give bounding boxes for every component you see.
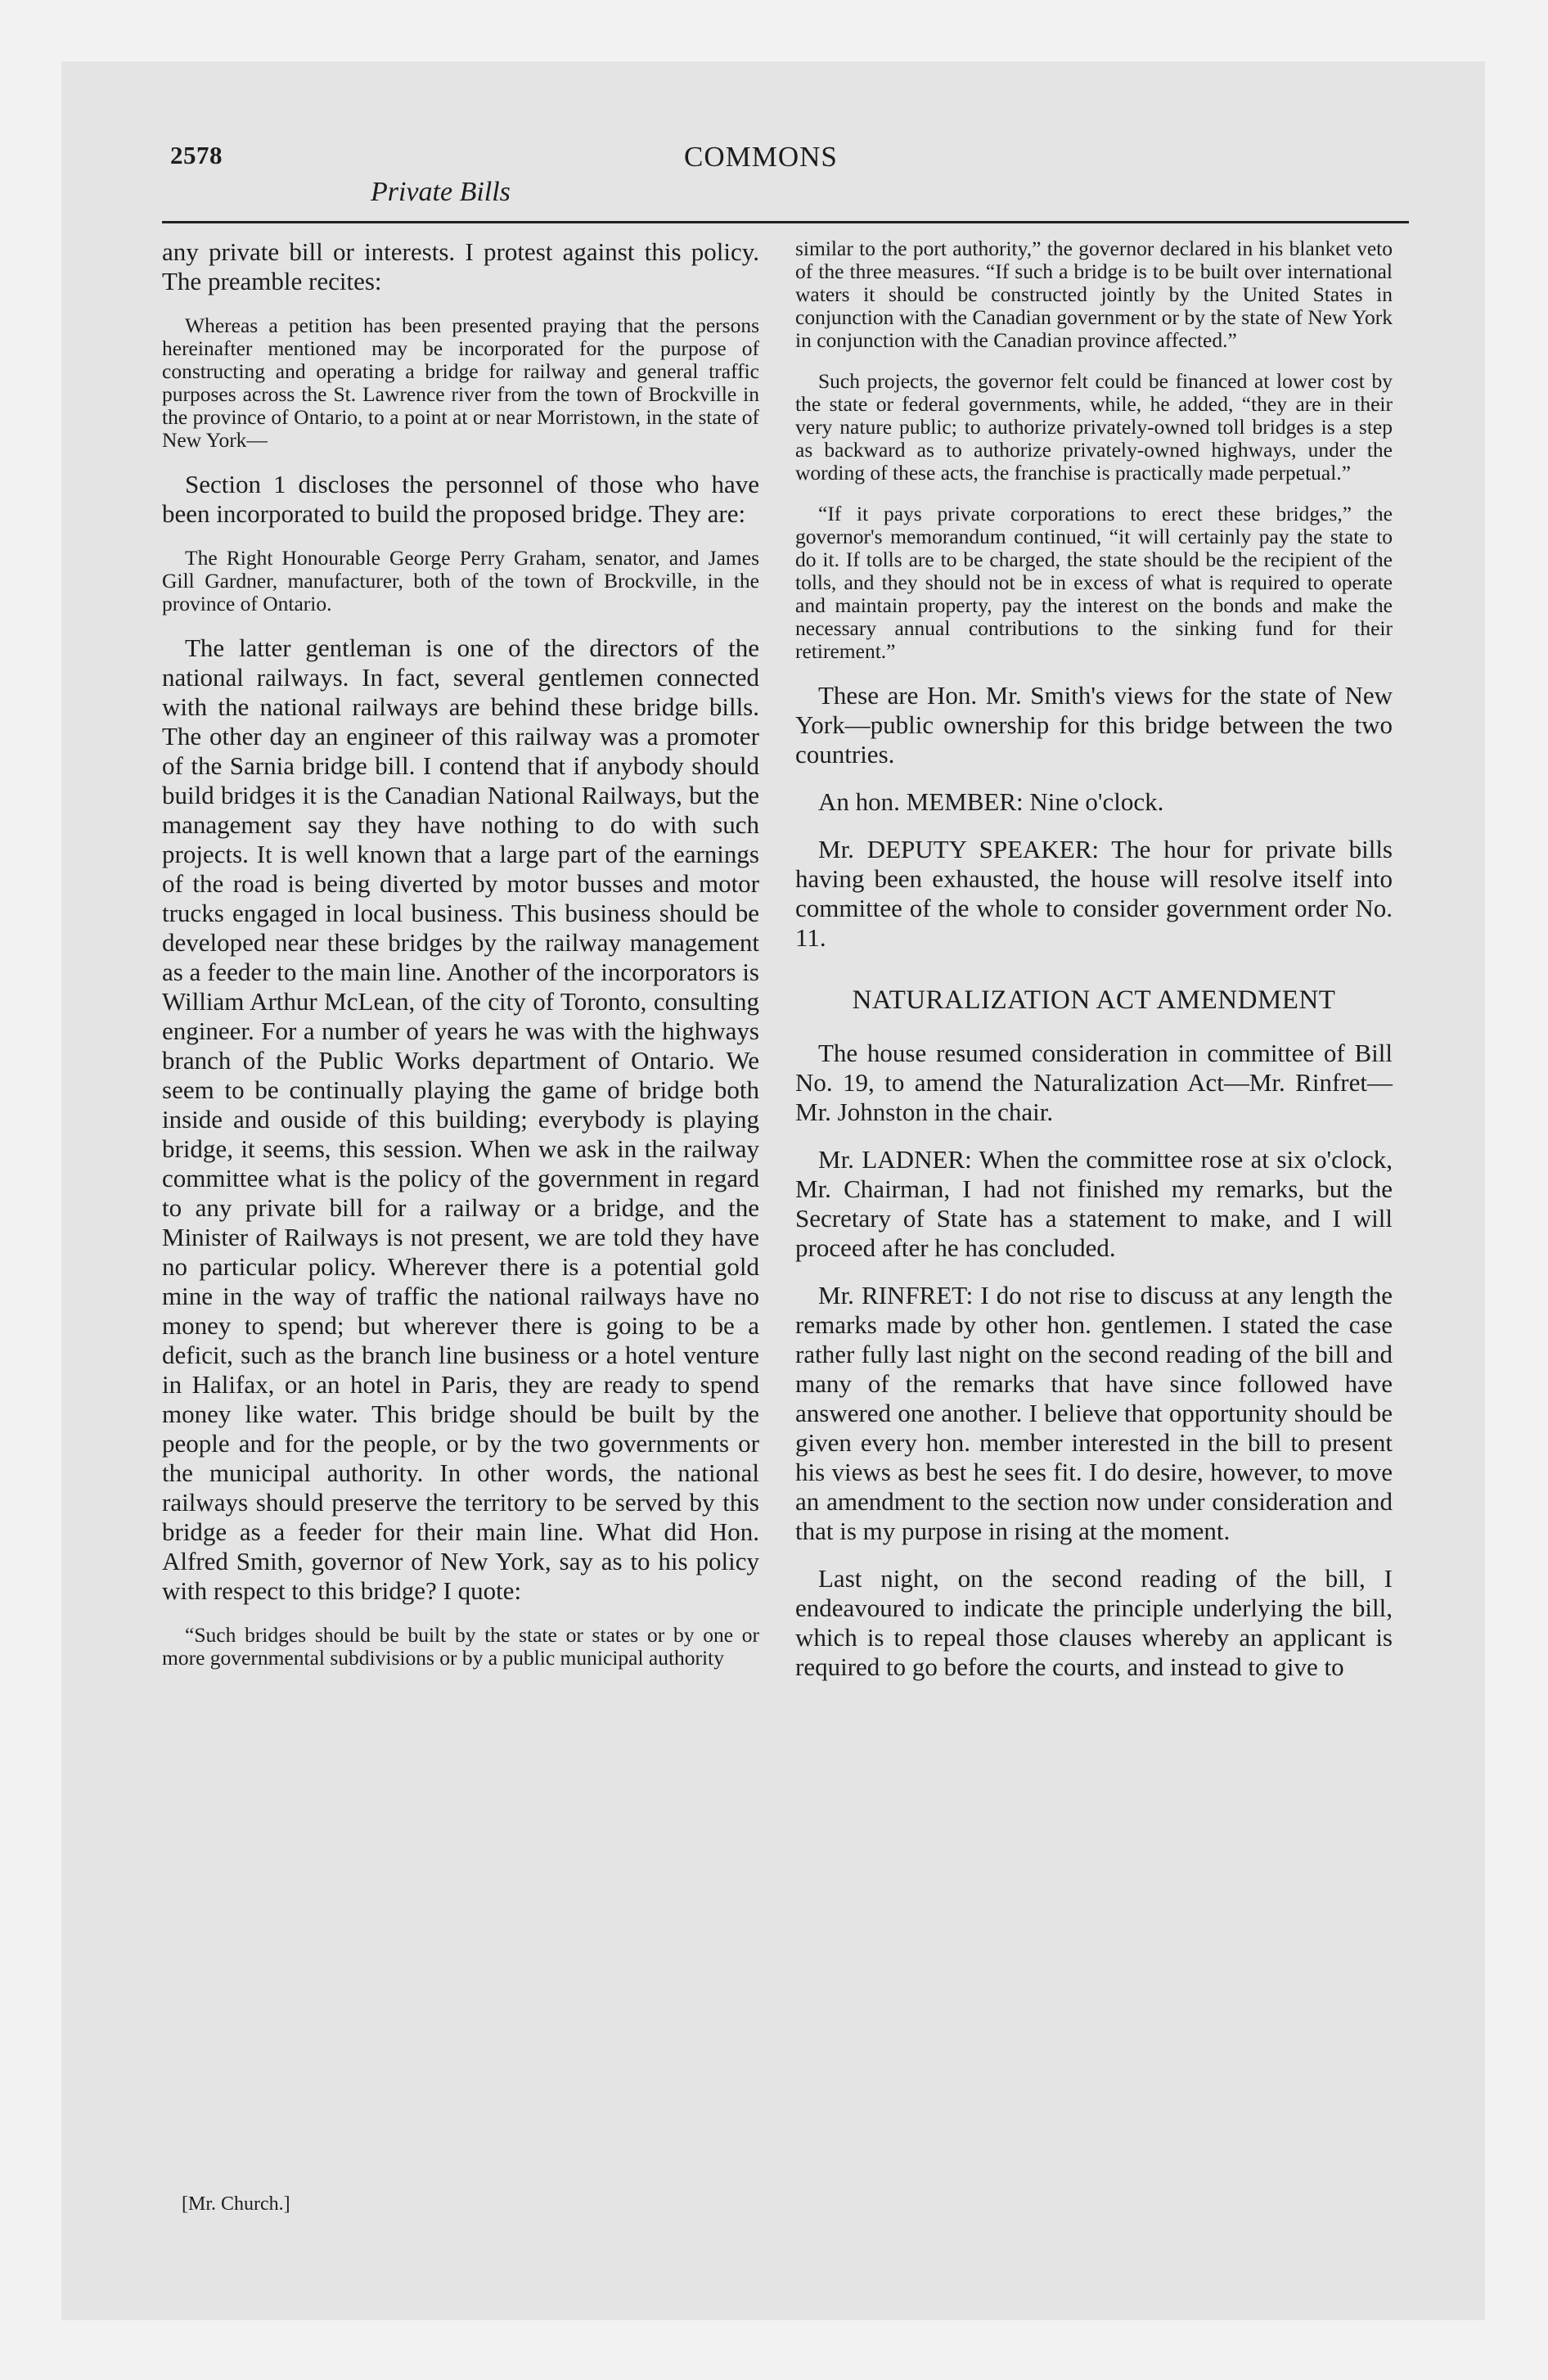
right-column bbox=[795, 237, 1393, 1700]
quotation: similar to the port authority,” the governor declared in his blanket veto of the three measures. “If such a bridge is to be built over international waters it should be constructed jointly by the United States in conjunction with the Canadian government or by the state of New York in conjunction with the Canadian province affected.” bbox=[795, 237, 1393, 352]
section-heading: NATURALIZATION ACT AMENDMENT bbox=[852, 985, 1336, 1015]
paragraph: An hon. MEMBER: Nine o'clock. bbox=[818, 787, 1164, 816]
quotation: “Such bridges should be built by the state or states or by one or more governmental subdivisions or by a public municipal authority bbox=[162, 1623, 759, 1670]
paragraph: Mr. DEPUTY SPEAKER: The hour for private bills having been exhausted, the house will resolve itself into committee of the whole to consider government order No. 11. bbox=[795, 835, 1393, 952]
quotation: Such projects, the governor felt could be financed at lower cost by the state or federal governments, while, he added, “they are in their very nature public; to authorize privately-owned toll bridges is a step as backward as to authorize privately-owned highways, under the wording of these acts, the franchise is practically made perpetual.” bbox=[795, 369, 1393, 485]
header-rule bbox=[162, 221, 1409, 223]
running-head: COMMONS bbox=[684, 141, 838, 173]
quotation: Whereas a petition has been presented praying that the persons hereinafter mentioned may be incorporated for the purpose of constructing and operating a bridge for railway and general traffic purposes across the St. Lawrence river from the town of Brockville in the province of Ontario, to a point at or near Morristown, in the state of New York— bbox=[162, 313, 759, 452]
paragraph: These are Hon. Mr. Smith's views for the state of New York—public ownership for this bridge between the two countries. bbox=[795, 681, 1393, 769]
section-title: Private Bills bbox=[371, 177, 511, 207]
left-column bbox=[162, 237, 759, 1688]
paragraph: Section 1 discloses the personnel of those who have been incorporated to build the proposed bridge. They are: bbox=[162, 470, 759, 528]
paragraph: Last night, on the second reading of the bill, I endeavoured to indicate the principle underlying the bill, which is to repeal those clauses whereby an applicant is required to go before the courts, and instead to give to bbox=[795, 1564, 1393, 1681]
paragraph: Mr. RINFRET: I do not rise to discuss at any length the remarks made by other hon. gentlemen. I stated the case rather fully last night on the second reading of the bill and many of the remarks that have since followed have answered one another. I believe that opportunity should be given every hon. member interested in the bill to present his views as best he sees fit. I do desire, however, to move an amendment to the section now under consideration and that is my purpose in rising at the moment. bbox=[795, 1281, 1393, 1545]
quotation: “If it pays private corporations to erect these bridges,” the governor's memorandum continued, “it will certainly pay the state to do it. If tolls are to be charged, the state should be the recipient of the tolls, and they should not be in excess of what is required to operate and maintain property, pay the interest on the bonds and make the necessary annual contributions to the sinking fund for their retirement.” bbox=[795, 502, 1393, 663]
speaker-attribution: [Mr. Church.] bbox=[182, 2193, 290, 2215]
quotation: The Right Honourable George Perry Graham, senator, and James Gill Gardner, manufacturer, both of the town of Brockville, in the province of Ontario. bbox=[162, 546, 759, 615]
paragraph: Mr. LADNER: When the committee rose at six o'clock, Mr. Chairman, I had not finished my remarks, but the Secretary of State has a statement to make, and I will proceed after he has concluded. bbox=[795, 1145, 1393, 1262]
paragraph: The house resumed consideration in committee of Bill No. 19, to amend the Naturalization Act—Mr. Rinfret—Mr. Johnston in the chair. bbox=[795, 1039, 1393, 1126]
paragraph: The latter gentleman is one of the directors of the national railways. In fact, several gentlemen connected with the national railways are behind these bridge bills. The other day an engineer of this railway was a promoter of the Sarnia bridge bill. I contend that if anybody should build bridges it is the Canadian National Railways, but the management say they have nothing to do with such projects. It is well known that a large part of the earnings of the road is being diverted by motor busses and motor trucks engaged in local business. This business should be developed near these bridges by the railway management as a feeder to the main line. Another of the incorporators is William Arthur McLean, of the city of Toronto, consulting engineer. For a number of years he was with the highways branch of the Public Works department of Ontario. We seem to be continually playing the game of bridge both inside and ouside of this building; everybody is playing bridge, it seems, this session. When we ask in the railway committee what is the policy of the government in regard to any private bill for a railway or a bridge, and the Minister of Railways is not present, we are told they have no particular policy. Wherever there is a potential gold mine in the way of traffic the national railways have no money to spend; but wherever there is going to be a deficit, such as the branch line business or a hotel venture in Halifax, or an hotel in Paris, they are ready to spend money like water. This bridge should be built by the people and for the people, or by the two governments or the municipal authority. In other words, the national railways should preserve the territory to be served by this bridge as a feeder for their main line. What did Hon. Alfred Smith, governor of New York, say as to his policy with respect to this bridge? I quote: bbox=[162, 633, 759, 1605]
page-number: 2578 bbox=[170, 141, 223, 169]
paragraph: any private bill or interests. I protest against this policy. The preamble recites: bbox=[162, 237, 759, 295]
